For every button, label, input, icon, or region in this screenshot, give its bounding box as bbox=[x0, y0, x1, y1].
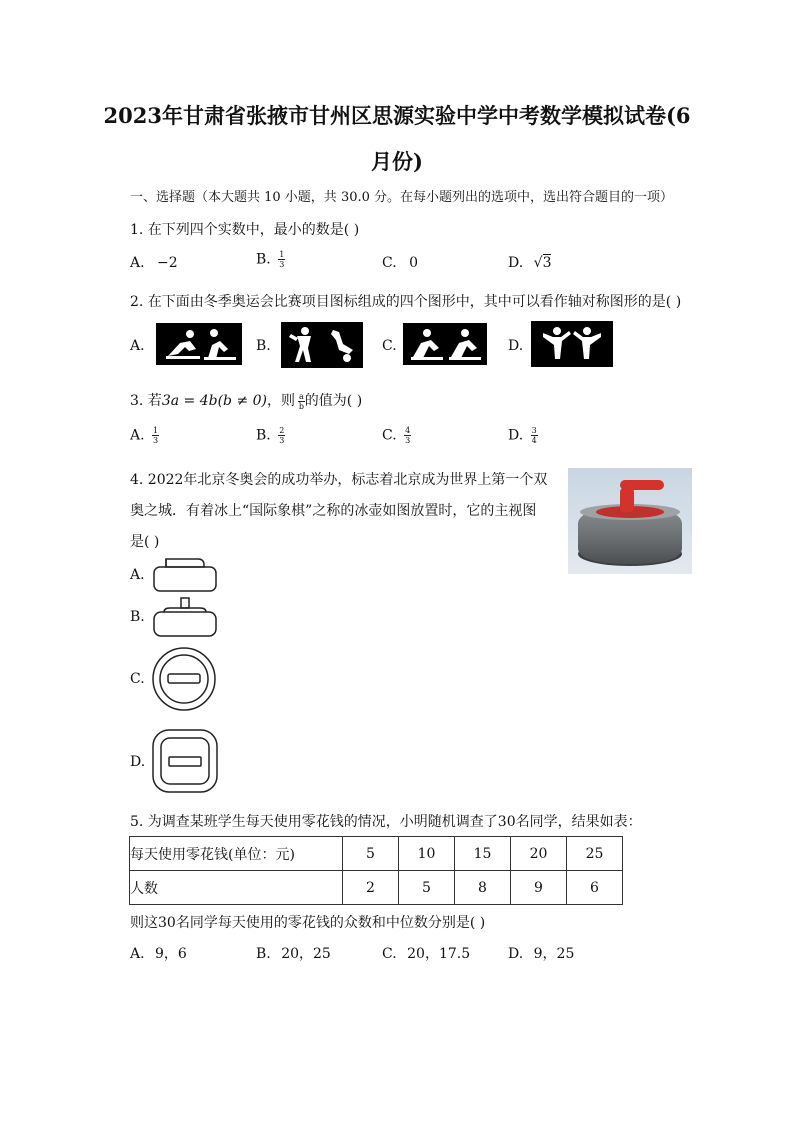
q5-stem: 5. 为调查某班学生每天使用零花钱的情况，小明随机调查了30名同学，结果如表： bbox=[130, 814, 642, 830]
q2-label-b: B. bbox=[256, 338, 271, 354]
section-header: 一、选择题（本大题共 10 小题，共 30.0 分。在每小题列出的选项中，选出符合题目的一项） bbox=[130, 190, 674, 205]
q3-stem: 3. 若3a = 4b(b ≠ 0)，则 $\frac{a}{b}$ 的值为( ) bbox=[130, 391, 363, 411]
table-cell: 5 bbox=[399, 871, 455, 905]
fraction: $\frac{3}{4}$ bbox=[531, 426, 537, 445]
q4-line1: 4. 2022年北京冬奥会的成功举办，标志着北京成为世界上第一个双 bbox=[130, 472, 548, 488]
table-cell: 5 bbox=[343, 837, 399, 871]
q4-option-b-image[interactable] bbox=[152, 596, 218, 642]
page-title-line1: 2023年甘肃省张掖市甘州区思源实验中学中考数学模拟试卷(6 bbox=[103, 103, 691, 128]
pair-skating-pictogram-icon bbox=[531, 321, 613, 367]
q2-option-a-image[interactable] bbox=[156, 323, 242, 369]
curling-pictogram-icon bbox=[156, 323, 242, 365]
q5-table bbox=[129, 836, 623, 905]
q2-label-d: D. bbox=[508, 338, 524, 354]
fraction: $\frac{1}{3}$ bbox=[153, 426, 159, 445]
q2-option-c-image[interactable] bbox=[403, 323, 487, 369]
q5-option-b[interactable]: B. 20，25 bbox=[256, 946, 331, 962]
q4-label-b: B. bbox=[130, 609, 145, 625]
q1-option-d[interactable]: D. √3 bbox=[508, 255, 552, 271]
q5-option-c[interactable]: C. 20，17.5 bbox=[382, 946, 471, 962]
curling-stone-icon bbox=[568, 468, 692, 574]
q4-option-a-image[interactable] bbox=[152, 557, 218, 597]
q1-option-a[interactable]: A. −2 bbox=[130, 255, 178, 271]
q1-option-c[interactable]: C. 0 bbox=[382, 255, 419, 271]
q5-question: 则这30名同学每天使用的零花钱的众数和中位数分别是( ) bbox=[130, 915, 486, 931]
table-cell: 15 bbox=[455, 837, 511, 871]
q2-label-a: A. bbox=[130, 338, 145, 354]
curling-front-view-b-icon bbox=[152, 596, 218, 638]
q2-option-b-image[interactable] bbox=[281, 322, 363, 372]
q3-option-c[interactable]: C. $\frac{4}{3}$ bbox=[382, 426, 411, 445]
sqrt-symbol: √3 bbox=[533, 255, 552, 271]
curling-pictogram-icon bbox=[403, 323, 487, 365]
q3-option-b[interactable]: B. $\frac{2}{3}$ bbox=[256, 426, 285, 445]
fraction: $\frac{1}{3}$ bbox=[279, 250, 285, 269]
q1-stem: 1. 在下列四个实数中，最小的数是( ) bbox=[130, 222, 360, 238]
table-cell: 2 bbox=[343, 871, 399, 905]
q4-option-c-image[interactable] bbox=[151, 646, 217, 716]
q4-line3: 是( ) bbox=[130, 534, 160, 550]
table-cell: 8 bbox=[455, 871, 511, 905]
q4-label-c: C. bbox=[130, 671, 145, 687]
table-cell: 25 bbox=[567, 837, 623, 871]
q5-option-d[interactable]: D. 9，25 bbox=[508, 946, 575, 962]
table-row-header: 每天使用零花钱(单位：元) bbox=[130, 837, 343, 871]
table-cell: 9 bbox=[511, 871, 567, 905]
table-row bbox=[130, 837, 623, 871]
curling-front-view-a-icon bbox=[152, 557, 218, 593]
q4-label-d: D. bbox=[130, 754, 146, 770]
q2-option-d-image[interactable] bbox=[531, 321, 613, 371]
q5-option-a[interactable]: A. 9，6 bbox=[130, 946, 187, 962]
table-cell: 6 bbox=[567, 871, 623, 905]
fraction: $\frac{a}{b}$ bbox=[298, 391, 304, 411]
q3-option-a[interactable]: A. $\frac{1}{3}$ bbox=[130, 426, 159, 445]
q4-option-d-image[interactable] bbox=[151, 728, 219, 798]
q4-line2: 奥之城．有着冰上“国际象棋”之称的冰壶如图放置时，它的主视图 bbox=[130, 503, 537, 519]
q2-stem: 2. 在下面由冬季奥运会比赛项目图标组成的四个图形中，其中可以看作轴对称图形的是( ) bbox=[130, 294, 682, 310]
table-row bbox=[130, 871, 623, 905]
table-cell: 20 bbox=[511, 837, 567, 871]
q4-label-a: A. bbox=[130, 567, 145, 583]
table-cell: 10 bbox=[399, 837, 455, 871]
curling-stone-photo bbox=[568, 468, 692, 578]
figure-skating-pictogram-icon bbox=[281, 322, 363, 368]
table-row-header: 人数 bbox=[130, 871, 343, 905]
q3-option-d[interactable]: D. $\frac{3}{4}$ bbox=[508, 426, 537, 445]
fraction: $\frac{2}{3}$ bbox=[279, 426, 285, 445]
q2-label-c: C. bbox=[382, 338, 397, 354]
q1-option-b[interactable]: B. $\frac{1}{3}$ bbox=[256, 250, 285, 269]
curling-top-view-rounded-square-icon bbox=[151, 728, 219, 794]
fraction: $\frac{4}{3}$ bbox=[405, 426, 411, 445]
page-title-line2: 月份) bbox=[371, 149, 423, 174]
curling-top-view-circle-icon bbox=[151, 646, 217, 712]
